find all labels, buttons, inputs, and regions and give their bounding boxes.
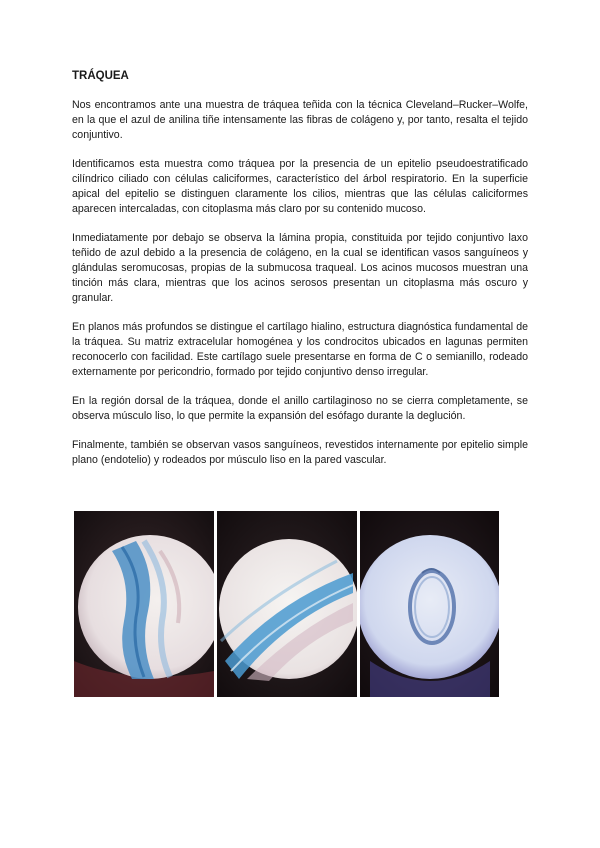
paragraph-5: En la región dorsal de la tráquea, donde el anillo cartilaginoso no se cierra completamente, se observa músculo liso, lo que permite la expansión del esófago durante la deglución.: [72, 395, 528, 422]
paragraph-4: En planos más profundos se distingue el cartílago hialino, estructura diagnóstica fundamental de la tráquea. Su matriz extracelular homogénea y los condrocitos ubicados en lagunas permiten reconocerlo con facilidad. Este cartílago suele presentarse en forma de C o semianillo, rodeado externamente por pericondrio, formado por tejido conjuntivo denso irregular.: [72, 321, 528, 378]
paragraph-1: Nos encontramos ante una muestra de tráquea teñida con la técnica Cleveland–Rucker–Wolfe, en la que el azul de anilina tiñe intensamente las fibras de colágeno y, por tanto, resalta el tejido conjuntivo.: [72, 99, 528, 141]
paragraph-2: Identificamos esta muestra como tráquea por la presencia de un epitelio pseudoestratificado cilíndrico ciliado con células caliciformes, característico del árbol respiratorio. En la superficie apical del epitelio se distinguen claramente los cilios, mientras que las células caliciformes aparecen intercaladas, con citoplasma más claro por su contenido mucoso.: [72, 158, 528, 215]
paragraph-3: Inmediatamente por debajo se observa la lámina propia, constituida por tejido conjuntivo laxo teñido de azul debido a la presencia de colágeno, en la cual se identifican vasos sanguíneos y glándulas seromucosas, propias de la submucosa traqueal. Los acinos mucosos muestran una tinción más clara, mientras que los acinos serosos presentan un citoplasma más oscuro y granular.: [72, 232, 528, 304]
micrograph-cartilage-photo: [217, 511, 357, 697]
document-body: [72, 70, 528, 482]
document-title: TRÁQUEA: [72, 70, 129, 82]
micrograph-gallery: [74, 511, 499, 697]
micrograph-epithelium-photo: [74, 511, 214, 697]
micrograph-cross-section-photo: [360, 511, 499, 697]
paragraph-6: Finalmente, también se observan vasos sanguíneos, revestidos internamente por epitelio simple plano (endotelio) y rodeados por músculo liso en la pared vascular.: [72, 439, 528, 466]
